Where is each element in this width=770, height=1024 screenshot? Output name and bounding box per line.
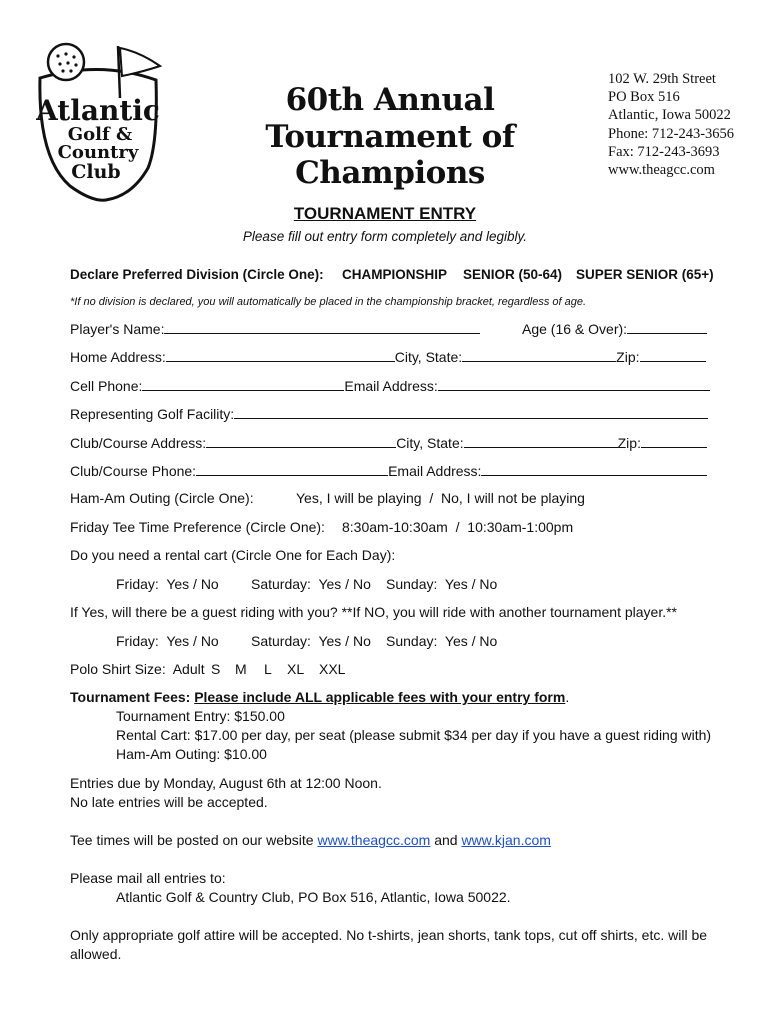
website-link-kjan[interactable]: www.kjan.com (461, 832, 551, 848)
age-field[interactable] (627, 320, 707, 334)
age-row (522, 320, 707, 337)
club-city-state-field[interactable] (464, 434, 618, 448)
email-label: Email Address: (344, 378, 438, 394)
cell-email-row (70, 377, 710, 394)
polo-size-xl[interactable]: XL (287, 661, 305, 677)
attire-line1: Only appropriate golf attire will be accepted. No t-shirts, jean shorts, tank tops, cut off shirts, etc. will be (70, 927, 708, 943)
home-address-label: Home Address: (70, 349, 166, 365)
player-name-field[interactable] (164, 320, 480, 334)
website-link-theagcc[interactable]: www.theagcc.com (317, 832, 431, 848)
home-city-state-field[interactable] (462, 348, 616, 362)
polo-size-xxl[interactable]: XXL (319, 661, 346, 677)
polo-size-s[interactable]: S (211, 661, 221, 677)
address-line: Atlantic, Iowa 50022 (608, 107, 731, 124)
logo-text-2: Golf & (67, 124, 133, 145)
age-label: Age (16 & Over): (522, 321, 628, 337)
tee-times-text: Tee times will be posted on our website (70, 832, 314, 848)
cell-phone-field[interactable] (142, 377, 344, 391)
hamam-options[interactable]: Yes, I will be playing / No, I will not be playing (296, 490, 585, 506)
page-title-line1: 60th Annual (285, 82, 495, 118)
shield-flag-logo-icon (36, 40, 164, 202)
guest-friday[interactable]: Friday: Yes / No (116, 633, 219, 649)
club-city-state-label: City, State: (396, 435, 464, 451)
home-city-state-label: City, State: (394, 349, 463, 365)
address-fax: Fax: 712-243-3693 (608, 143, 720, 160)
page-title-line2: Tournament of Champions (265, 119, 515, 191)
cart-question: Do you need a rental cart (Circle One for Each Day): (70, 547, 396, 563)
tee-time-label: Friday Tee Time Preference (Circle One): (70, 519, 325, 535)
guest-saturday[interactable]: Saturday: Yes / No (251, 633, 371, 649)
hamam-label: Ham-Am Outing (Circle One): (70, 490, 254, 506)
club-phone-field[interactable] (196, 462, 388, 476)
no-late-entries: No late entries will be accepted. (70, 794, 268, 810)
cart-saturday[interactable]: Saturday: Yes / No (251, 576, 371, 592)
home-zip-label: Zip: (616, 349, 640, 365)
email-field[interactable] (438, 377, 710, 391)
division-note: *If no division is declared, you will automatically be placed in the championship bracket, regardless of age. (70, 296, 587, 308)
club-zip-field[interactable] (641, 434, 707, 448)
club-address (608, 70, 734, 179)
club-email-field[interactable] (481, 462, 707, 476)
form-heading: TOURNAMENT ENTRY (293, 204, 477, 223)
logo-text-3: Country (57, 142, 139, 163)
mail-label: Please mail all entries to: (70, 870, 226, 886)
division-option-senior[interactable]: SENIOR (50-64) (463, 267, 563, 282)
tee-times-row (70, 832, 551, 848)
club-logo (36, 40, 164, 202)
fee-tournament-entry: Tournament Entry: $150.00 (116, 708, 285, 724)
fees-period: . (565, 689, 570, 705)
tee-time-options[interactable]: 8:30am-10:30am / 10:30am-1:00pm (342, 519, 574, 535)
cell-phone-label: Cell Phone: (70, 378, 143, 394)
representing-label: Representing Golf Facility: (70, 406, 235, 422)
logo-text-4: Club (71, 161, 121, 183)
club-zip-label: Zip: (617, 435, 641, 451)
logo-text-1: Atlantic (36, 94, 160, 127)
home-zip-field[interactable] (640, 348, 706, 362)
division-option-super-senior[interactable]: SUPER SENIOR (65+) (576, 267, 714, 282)
address-phone: Phone: 712-243-3656 (608, 125, 735, 142)
home-address-field[interactable] (166, 348, 395, 362)
cart-friday[interactable]: Friday: Yes / No (116, 576, 219, 592)
division-label: Declare Preferred Division (Circle One): (70, 267, 324, 282)
polo-size-l[interactable]: L (264, 661, 272, 677)
fees-row (70, 689, 569, 705)
polo-size-m[interactable]: M (235, 661, 247, 677)
club-address-label: Club/Course Address: (70, 435, 207, 451)
mail-address: Atlantic Golf & Country Club, PO Box 516, Atlantic, Iowa 50022. (116, 889, 511, 905)
guest-sunday[interactable]: Sunday: Yes / No (386, 633, 498, 649)
club-phone-row (70, 462, 707, 479)
player-name-row (70, 320, 480, 337)
home-address-row (70, 348, 706, 365)
club-address-row (70, 434, 707, 451)
fee-rental-cart: Rental Cart: $17.00 per day, per seat (please submit $34 per day if you have a guest riding with) (116, 727, 712, 743)
address-website: www.theagcc.com (608, 162, 715, 179)
guest-question: If Yes, will there be a guest riding with you? **If NO, you will ride with another tournament player.** (70, 604, 677, 620)
address-line: PO Box 516 (608, 89, 680, 106)
address-line: 102 W. 29th Street (608, 71, 716, 87)
form-instructions: Please fill out entry form completely and legibly. (242, 229, 528, 244)
representing-field[interactable] (234, 405, 708, 419)
club-address-field[interactable] (206, 434, 396, 448)
cart-sunday[interactable]: Sunday: Yes / No (386, 576, 498, 592)
division-option-championship[interactable]: CHAMPIONSHIP (342, 267, 448, 282)
player-name-label: Player's Name: (70, 321, 165, 337)
club-email-label: Email Address: (388, 463, 482, 479)
entries-due: Entries due by Monday, August 6th at 12:00 Noon. (70, 775, 382, 791)
representing-row (70, 405, 708, 422)
fee-hamam-outing: Ham-Am Outing: $10.00 (116, 746, 267, 762)
fees-label: Tournament Fees: (70, 689, 191, 705)
polo-label: Polo Shirt Size: Adult (70, 661, 205, 677)
fees-note: Please include ALL applicable fees with your entry form (194, 689, 566, 705)
tee-times-and: and (434, 832, 458, 848)
attire-line2: allowed. (70, 946, 122, 962)
club-phone-label: Club/Course Phone: (70, 463, 197, 479)
